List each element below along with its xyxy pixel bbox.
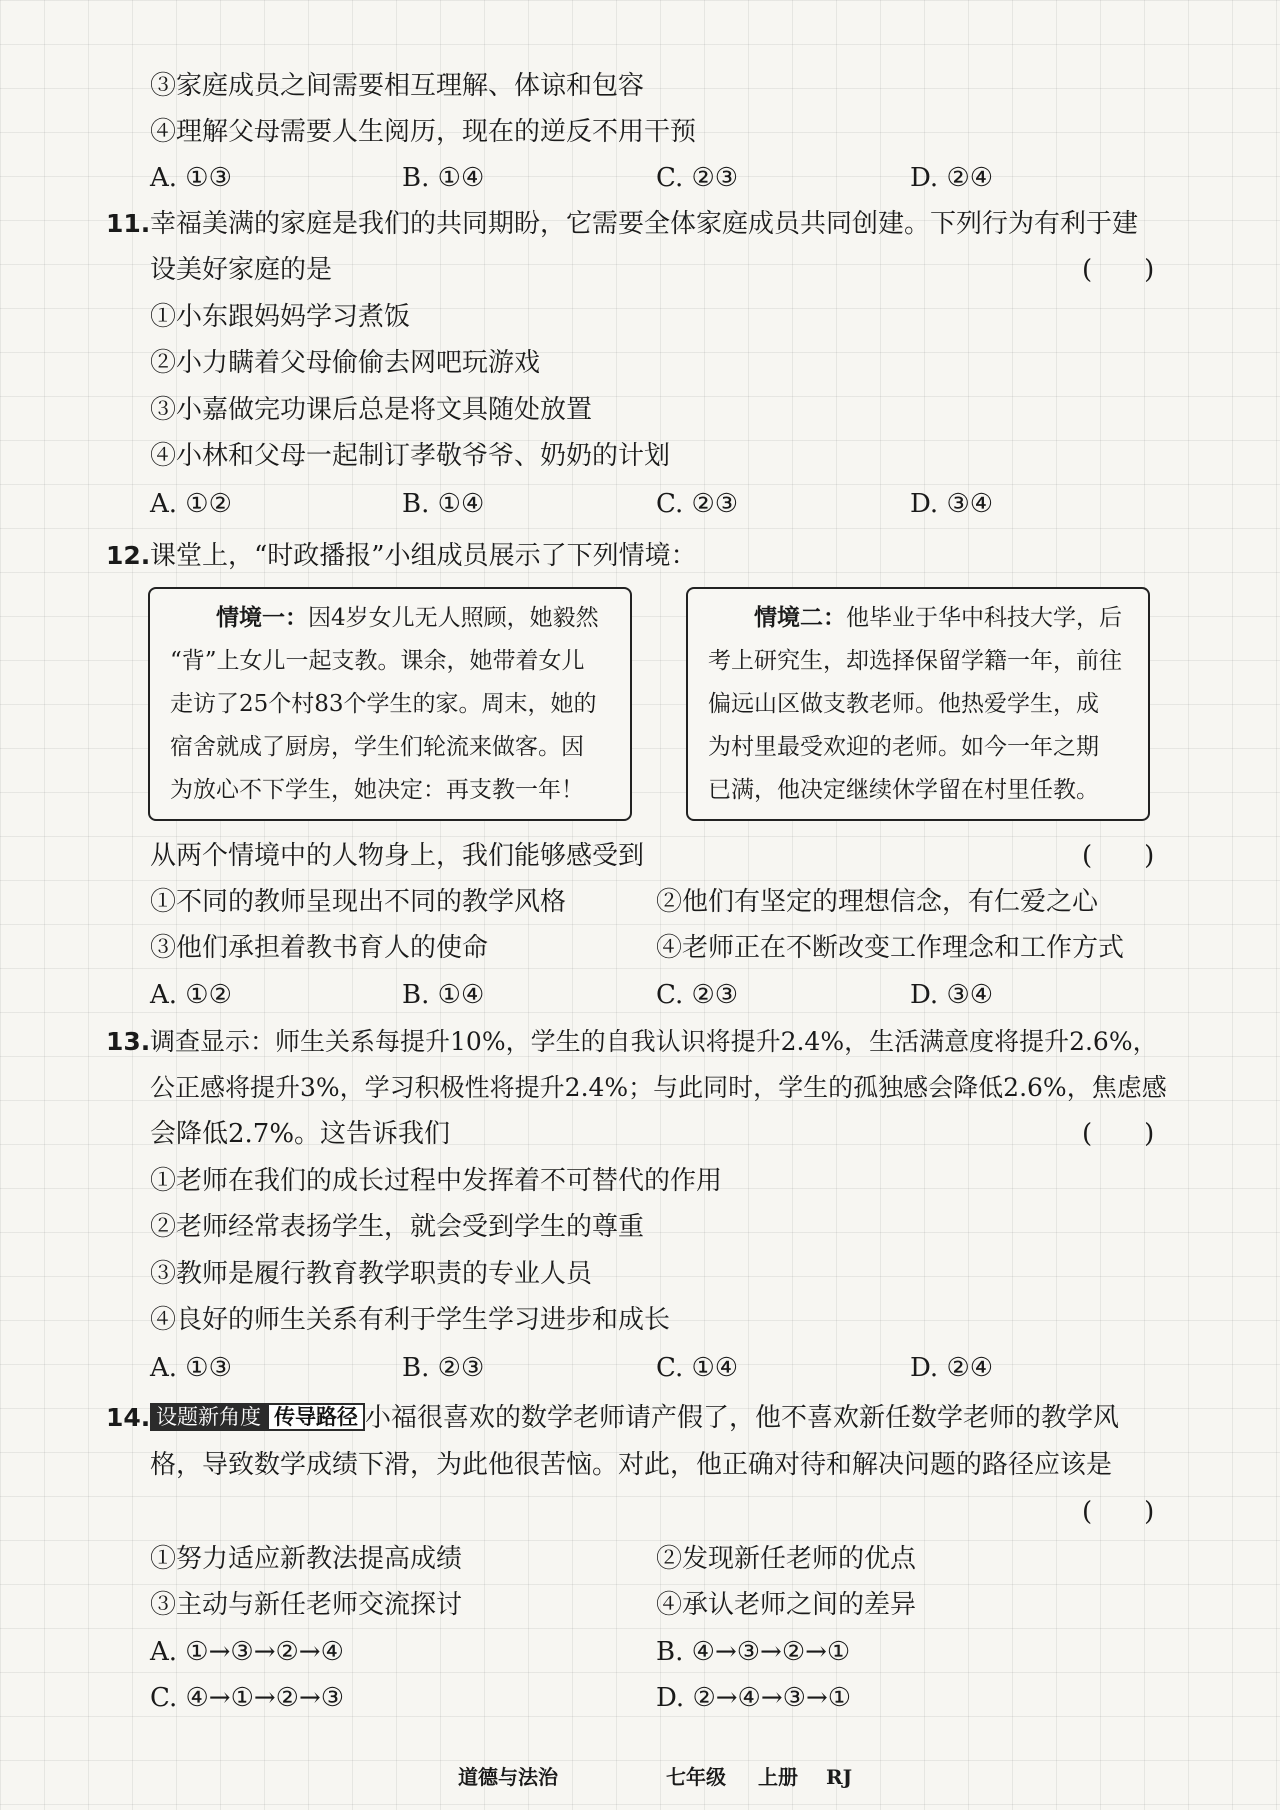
question-13-stem-1: 调查显示：师生关系每提升10%，学生的自我认识将提升2.4%，生活满意度将提升2.6%， (150, 1027, 1158, 1056)
question-14-item-3: ③主动与新任老师交流探讨 (150, 1590, 463, 1620)
question-14-stem-2: 格，导致数学成绩下滑，为此他很苦恼。对此，他正确对待和解决问题的路径应该是 (150, 1450, 1113, 1480)
question-11-stem-1: 幸福美满的家庭是我们的共同期盼，它需要全体家庭成员共同创建。下列行为有利于建 (150, 209, 1139, 239)
question-14-option-a: A. ①→③→②→④ (150, 1637, 344, 1667)
scenario-two-line-5: 已满，他决定继续休学留在村里任教。 (708, 777, 1099, 803)
question-11-option-c: C. ②③ (656, 489, 739, 519)
question-11-item-1: ①小东跟妈妈学习煮饭 (150, 302, 411, 332)
question-13-option-b: B. ②③ (402, 1353, 485, 1383)
scenario-two-line-4: 为村里最受欢迎的老师。如今一年之期 (708, 734, 1099, 760)
question-14-option-d: D. ②→④→③→① (656, 1683, 852, 1713)
prev-item-3: ③家庭成员之间需要相互理解、体谅和包容 (150, 71, 645, 101)
question-13-item-3: ③教师是履行教育教学职责的专业人员 (150, 1259, 593, 1289)
prev-option-d: D. ②④ (910, 163, 994, 193)
question-13-number: 13. (106, 1027, 151, 1056)
footer-grade: 七年级 (666, 1765, 726, 1789)
question-13-item-1: ①老师在我们的成长过程中发挥着不可替代的作用 (150, 1166, 723, 1196)
question-13-item-4: ④良好的师生关系有利于学生学习进步和成长 (150, 1305, 671, 1335)
question-14-stem-1 (150, 1398, 1119, 1438)
question-14-answer-blank: ( ) (1082, 1497, 1155, 1527)
question-11-stem-2: 设美好家庭的是 (150, 255, 333, 285)
new-angle-tag: 设题新角度 (150, 1403, 267, 1431)
question-14-stem-1-text: 小福很喜欢的数学老师请产假了，他不喜欢新任数学老师的教学风 (365, 1403, 1120, 1433)
question-13-option-a: A. ①③ (150, 1353, 232, 1383)
question-13-answer-blank: ( ) (1082, 1119, 1155, 1149)
question-11-item-4: ④小林和父母一起制订孝敬爷爷、奶奶的计划 (150, 441, 671, 471)
question-11-item-3: ③小嘉做完功课后总是将文具随处放置 (150, 395, 593, 425)
scenario-one-line-5: 为放心不下学生，她决定：再支教一年！ (170, 777, 584, 803)
scenario-one-box (148, 587, 632, 821)
scenario-two-line-1: 他毕业于华中科技大学，后 (846, 605, 1122, 631)
question-14-option-b: B. ④→③→②→① (656, 1637, 851, 1667)
question-12-item-4: ④老师正在不断改变工作理念和工作方式 (656, 933, 1125, 963)
question-11-item-2: ②小力瞒着父母偷偷去网吧玩游戏 (150, 348, 541, 378)
scenario-one-line-2: “背”上女儿一起支教。课余，她带着女儿 (170, 648, 585, 674)
question-14-option-c: C. ④→①→②→③ (150, 1683, 345, 1713)
footer-subject: 道德与法治 (458, 1765, 558, 1789)
question-12-item-1: ①不同的教师呈现出不同的教学风格 (150, 887, 567, 917)
prev-option-a: A. ①③ (150, 163, 232, 193)
question-11-answer-blank: ( ) (1082, 255, 1155, 285)
question-11-option-d: D. ③④ (910, 489, 994, 519)
question-14-item-4: ④承认老师之间的差异 (656, 1590, 917, 1620)
question-12-item-3: ③他们承担着教书育人的使命 (150, 933, 489, 963)
question-12-item-2: ②他们有坚定的理想信念，有仁爱之心 (656, 887, 1099, 917)
footer-edition: RJ (826, 1765, 853, 1789)
question-12-option-b: B. ①④ (402, 980, 485, 1010)
scenario-one-title: 情境一： (216, 605, 308, 631)
question-12-number: 12. (106, 541, 151, 570)
conduction-path-tag: 传导路径 (267, 1403, 365, 1431)
question-11-option-b: B. ①④ (402, 489, 485, 519)
scenario-two-line-2: 考上研究生，却选择保留学籍一年，前往 (708, 648, 1122, 674)
question-13-stem-3: 会降低2.7%。这告诉我们 (150, 1119, 451, 1149)
question-13-item-2: ②老师经常表扬学生，就会受到学生的尊重 (150, 1212, 645, 1242)
scenario-two-box (686, 587, 1150, 821)
question-14-number: 14. (106, 1403, 151, 1432)
question-12-answer-blank: ( ) (1082, 841, 1155, 871)
question-12-stem-2: 从两个情境中的人物身上，我们能够感受到 (150, 841, 645, 871)
question-12-option-a: A. ①② (150, 980, 232, 1010)
question-13-stem-2: 公正感将提升3%，学习积极性将提升2.4%；与此同时，学生的孤独感会降低2.6%，焦虑感 (150, 1073, 1167, 1102)
scenario-two-line-3: 偏远山区做支教老师。他热爱学生，成 (708, 691, 1099, 717)
question-14-item-1: ①努力适应新教法提高成绩 (150, 1544, 463, 1574)
question-12-option-d: D. ③④ (910, 980, 994, 1010)
question-13-option-c: C. ①④ (656, 1353, 739, 1383)
footer-volume: 上册 (758, 1765, 798, 1789)
scenario-two-title: 情境二： (754, 605, 846, 631)
scenario-one-line-4: 宿舍就成了厨房，学生们轮流来做客。因 (170, 734, 584, 760)
prev-item-4: ④理解父母需要人生阅历，现在的逆反不用干预 (150, 117, 697, 147)
scenario-one-line-3: 走访了25个村83个学生的家。周末，她的 (170, 691, 597, 717)
question-13-option-d: D. ②④ (910, 1353, 994, 1383)
scenario-one-line-1: 因4岁女儿无人照顾，她毅然 (308, 605, 599, 631)
prev-option-b: B. ①④ (402, 163, 485, 193)
question-11-number: 11. (106, 209, 151, 238)
question-12-option-c: C. ②③ (656, 980, 739, 1010)
question-12-stem: 课堂上，“时政播报”小组成员展示了下列情境： (150, 541, 697, 571)
question-11-option-a: A. ①② (150, 489, 232, 519)
question-14-item-2: ②发现新任老师的优点 (656, 1544, 917, 1574)
prev-option-c: C. ②③ (656, 163, 739, 193)
